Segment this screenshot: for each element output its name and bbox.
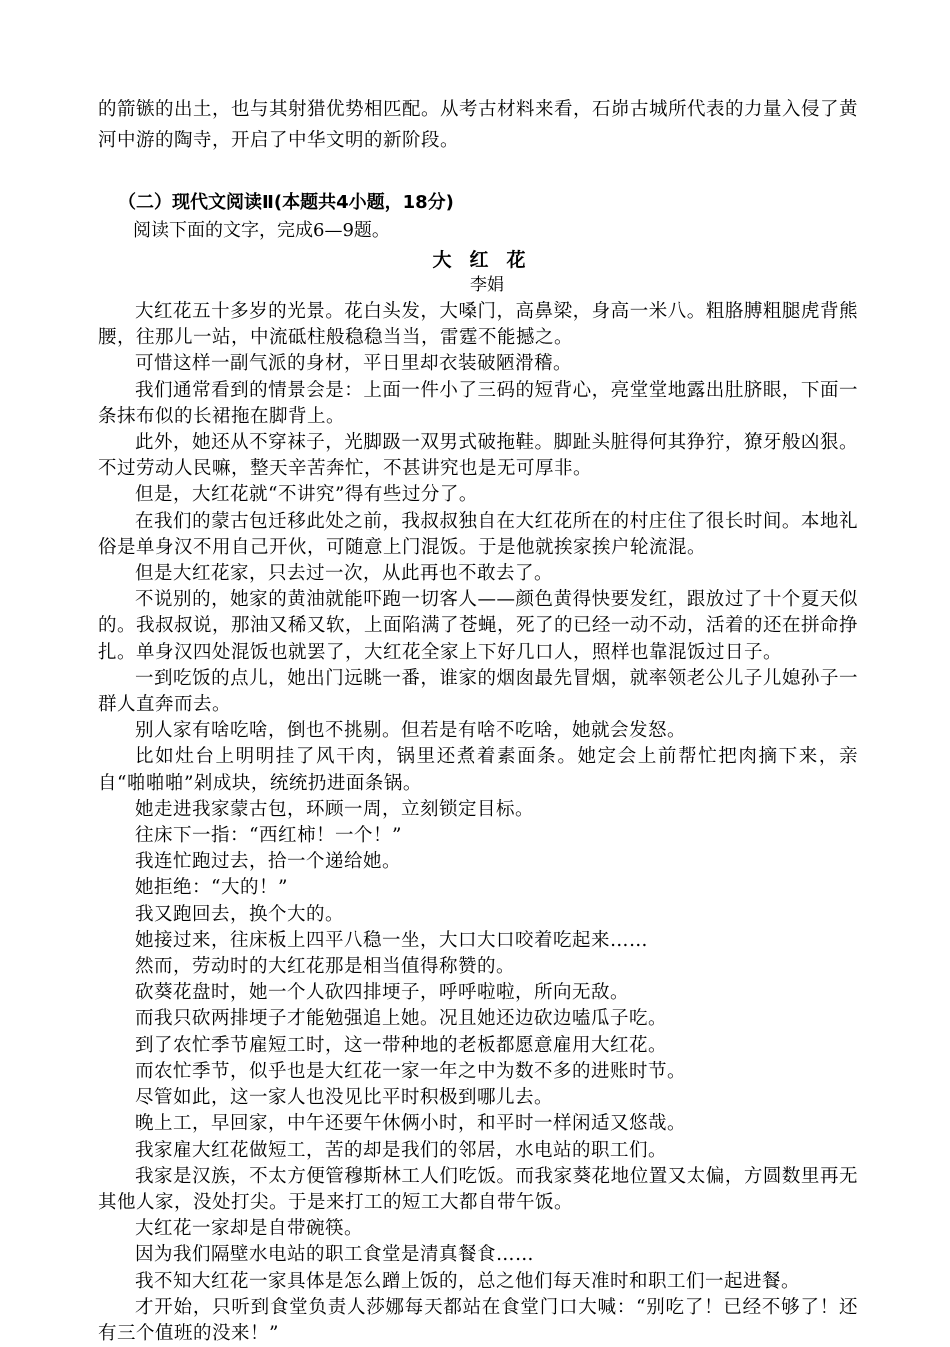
section-instruction: 阅读下面的文字，完成6—9题。 — [133, 220, 390, 241]
article-paragraph: 此外，她还从不穿袜子，光脚趿一双男式破拖鞋。脚趾头脏得何其狰狞，獠牙般凶狠。不过劳动人民嘛，整天辛苦奔忙，不甚讲究也是无可厚非。 — [98, 432, 858, 480]
article-paragraph: 比如灶台上明明挂了风干肉，锅里还煮着素面条。她定会上前帮忙把肉摘下来，亲自“啪啪啪”剁成块，统统扔进面条锅。 — [98, 746, 858, 794]
article-paragraph: 她接过来，往床板上四平八稳一坐，大口大口咬着吃起来…… — [135, 929, 649, 951]
article-paragraph: 不说别的，她家的黄油就能吓跑一切客人——颜色黄得快要发红，跟放过了十个夏天似的。我叔叔说，那油又稀又软，上面陷满了苍蝇，死了的已经一动不动，活着的还在拼命挣扎。单身汉四处混饭也就罢了，大红花全家上下好几口人，照样也靠混饭过日子。 — [98, 589, 859, 663]
article-paragraph: 但是大红花家，只去过一次，从此再也不敢去了。 — [135, 563, 554, 585]
article-paragraph: 我家雇大红花做短工，苦的却是我们的邻居，水电站的职工们。 — [135, 1139, 668, 1161]
article-body — [98, 299, 858, 1347]
article-paragraph: 砍葵花盘时，她一个人砍四排埂子，呼呼啦啦，所向无敌。 — [135, 982, 630, 1004]
document-page — [98, 94, 858, 1347]
article-paragraph: 往床下一指：“西红柿！一个！” — [135, 825, 402, 847]
article-paragraph: 然而，劳动时的大红花那是相当值得称赞的。 — [135, 956, 516, 978]
article-paragraph: 因为我们隔壁水电站的职工食堂是清真餐食…… — [135, 1244, 535, 1266]
article-paragraph: 一到吃饭的点儿，她出门远眺一番，谁家的烟囱最先冒烟，就率领老公儿子儿媳孙子一群人直奔而去。 — [98, 667, 858, 716]
article-paragraph: 我连忙跑过去，拾一个递给她。 — [135, 851, 402, 873]
article-paragraph: 尽管如此，这一家人也没见比平时积极到哪儿去。 — [135, 1087, 554, 1109]
intro-paragraph: 的箭镞的出土，也与其射猎优势相匹配。从考古材料来看，石峁古城所代表的力量入侵了黄河中游的陶寺，开启了中华文明的新阶段。 — [98, 99, 859, 151]
article-paragraph: 但是，大红花就“不讲究”得有些过分了。 — [135, 484, 478, 506]
article-paragraph: 我家是汉族，不太方便管穆斯林工人们吃饭。而我家葵花地位置又太偏，方圆数里再无其他人家，没处打尖。于是来打工的短工大都自带午饭。 — [98, 1165, 858, 1213]
article-paragraph: 才开始，只听到食堂负责人莎娜每天都站在食堂门口大喊：“别吃了！已经不够了！还有三个值班的没来！” — [98, 1296, 858, 1344]
article-author: 李娟 — [470, 275, 504, 295]
article-title: 大红花 — [432, 249, 544, 271]
article-paragraph: 我不知大红花一家具体是怎么蹭上饭的，总之他们每天准时和职工们一起进餐。 — [135, 1270, 801, 1292]
article-paragraph: 到了农忙季节雇短工时，这一带种地的老板都愿意雇用大红花。 — [135, 1034, 668, 1056]
article-paragraph: 在我们的蒙古包迁移此处之前，我叔叔独自在大红花所在的村庄住了很长时间。本地礼俗是单身汉不用自己开伙，可随意上门混饭。于是他就挨家挨户轮流混。 — [98, 510, 858, 558]
article-paragraph: 我又跑回去，换个大的。 — [135, 903, 345, 925]
article-paragraph: 大红花一家却是自带碗筷。 — [135, 1218, 364, 1240]
article-paragraph: 别人家有啥吃啥，倒也不挑剔。但若是有啥不吃啥，她就会发怒。 — [135, 720, 687, 742]
section-heading: （二）现代文阅读Ⅱ(本题共4小题，18分) — [118, 192, 454, 213]
article-paragraph: 我们通常看到的情景会是：上面一件小了三码的短背心，亮堂堂地露出肚脐眼，下面一条抹布似的长裙拖在脚背上。 — [98, 379, 858, 427]
article-paragraph: 而农忙季节，似乎也是大红花一家一年之中为数不多的进账时节。 — [135, 1060, 687, 1082]
article-paragraph: 大红花五十多岁的光景。花白头发，大嗓门，高鼻梁，身高一米八。粗胳膊粗腿虎背熊腰，往那儿一站，中流砥柱般稳稳当当，雷霆不能撼之。 — [98, 301, 858, 349]
article-paragraph: 而我只砍两排埂子才能勉强追上她。况且她还边砍边嗑瓜子吃。 — [135, 1008, 668, 1030]
article-paragraph: 她走进我家蒙古包，环顾一周，立刻锁定目标。 — [135, 798, 535, 820]
article-paragraph: 晚上工，早回家，中午还要午休俩小时，和平时一样闲适又悠哉。 — [135, 1113, 687, 1135]
article-paragraph: 可惜这样一副气派的身材，平日里却衣装破陋滑稽。 — [135, 353, 573, 375]
article-paragraph: 她拒绝：“大的！” — [135, 877, 288, 899]
